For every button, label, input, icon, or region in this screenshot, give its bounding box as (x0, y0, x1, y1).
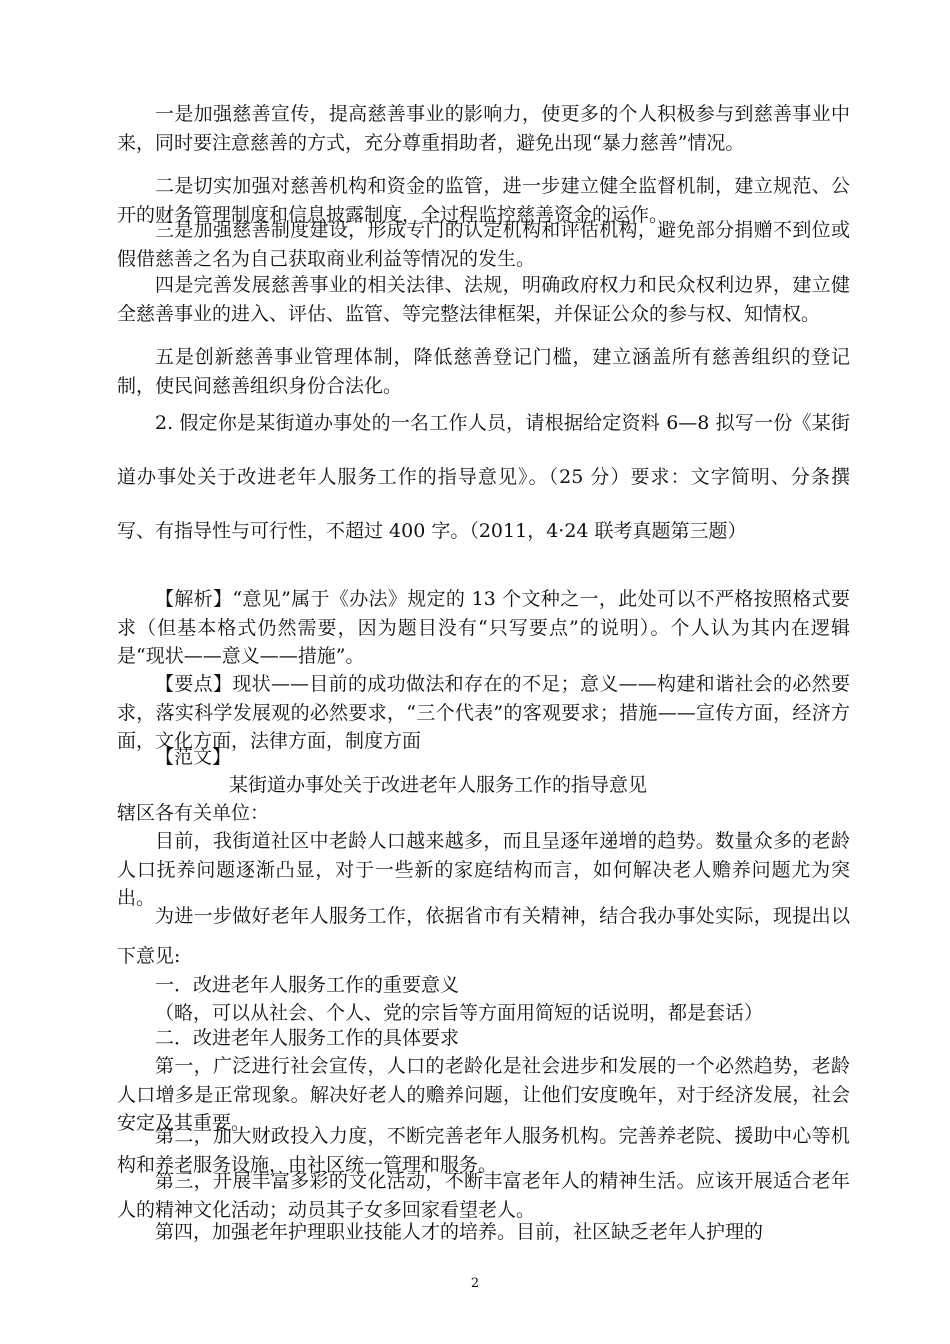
page-number: 2 (470, 1276, 480, 1291)
requirement-item-4: 第四，加强老年护理职业技能人才的培养。目前，社区缺乏老年人护理的 (155, 1221, 764, 1243)
requirement-item-2: 第二，加大财政投入力度，不断完善老年人服务机构。完善养老院、援助中心等机构和养老服务设施，由社区统一管理和服务。 (117, 1125, 850, 1176)
body-paragraph-2: 为进一步做好老年人服务工作，依据省市有关精神，结合我办事处实际，现提出以下意见: (117, 905, 850, 967)
section-1-heading: 一．改进老年人服务工作的重要意义 (155, 974, 460, 996)
requirement-item-1: 第一，广泛进行社会宣传，人口的老龄化是社会进步和发展的一个必然趋势，老龄人口增多是正常现象。解决好老人的赡养问题，让他们安度晚年，对于经济发展，社会安定及其重要。 (117, 1055, 850, 1134)
sample-label: 【范文】 (155, 746, 232, 768)
keypoints-paragraph: 【要点】现状——目前的成功做法和存在的不足；意义——构建和谐社会的必然要求，落实科学发展观的必然要求，“三个代表”的客观要求；措施——宣传方面，经济方面，文化方面，法律方面，制度方面 (117, 673, 850, 752)
paragraph-measure-1: 一是加强慈善宣传，提高慈善事业的影响力，使更多的个人积极参与到慈善事业中来，同时要注意慈善的方式，充分尊重捐助者，避免出现“暴力慈善”情况。 (117, 103, 850, 154)
question-2: 2. 假定你是某街道办事处的一名工作人员，请根据给定资料 6—8 拟写一份《某街道办事处关于改进老年人服务工作的指导意见》。（25 分）要求：文字简明、分条撰写、有指导性与可行性，不超过 400 字。（2011，4·24 联考真题第三题） (117, 412, 850, 542)
paragraph-measure-3: 三是加强慈善制度建设，形成专门的认定机构和评估机构，避免部分捐赠不到位或假借慈善之名为自己获取商业利益等情况的发生。 (117, 219, 850, 270)
salutation: 辖区各有关单位： (117, 802, 270, 824)
requirement-item-3: 第三，开展丰富多彩的文化活动，不断丰富老年人的精神生活。应该开展适合老年人的精神文化活动；动员其子女多回家看望老人。 (117, 1170, 850, 1221)
body-paragraph-1: 目前，我街道社区中老龄人口越来越多，而且呈逐年递增的趋势。数量众多的老龄人口抚养问题逐渐凸显，对于一些新的家庭结构而言，如何解决老人赡养问题尤为突出。 (117, 830, 850, 909)
section-1-note: （略，可以从社会、个人、党的宗旨等方面用简短的话说明，都是套话） (155, 1002, 764, 1024)
analysis-paragraph: 【解析】“意见”属于《办法》规定的 13 个文种之一，此处可以不严格按照格式要求（但基本格式仍然需要，因为题目没有“只写要点”的说明）。个人认为其内在逻辑是“现状——意义——措施”。 (117, 588, 850, 667)
paragraph-measure-2: 二是切实加强对慈善机构和资金的监管，进一步建立健全监督机制，建立规范、公开的财务管理制度和信息披露制度，全过程监控慈善资金的运作。 (117, 175, 850, 226)
document-title: 某街道办事处关于改进老年人服务工作的指导意见 (229, 774, 648, 796)
paragraph-measure-5: 五是创新慈善事业管理体制，降低慈善登记门槛，建立涵盖所有慈善组织的登记制，使民间慈善组织身份合法化。 (117, 346, 850, 397)
paragraph-measure-4: 四是完善发展慈善事业的相关法律、法规，明确政府权力和民众权利边界，建立健全慈善事业的进入、评估、监管、等完整法律框架，并保证公众的参与权、知情权。 (117, 274, 850, 325)
section-2-heading: 二．改进老年人服务工作的具体要求 (155, 1027, 460, 1049)
